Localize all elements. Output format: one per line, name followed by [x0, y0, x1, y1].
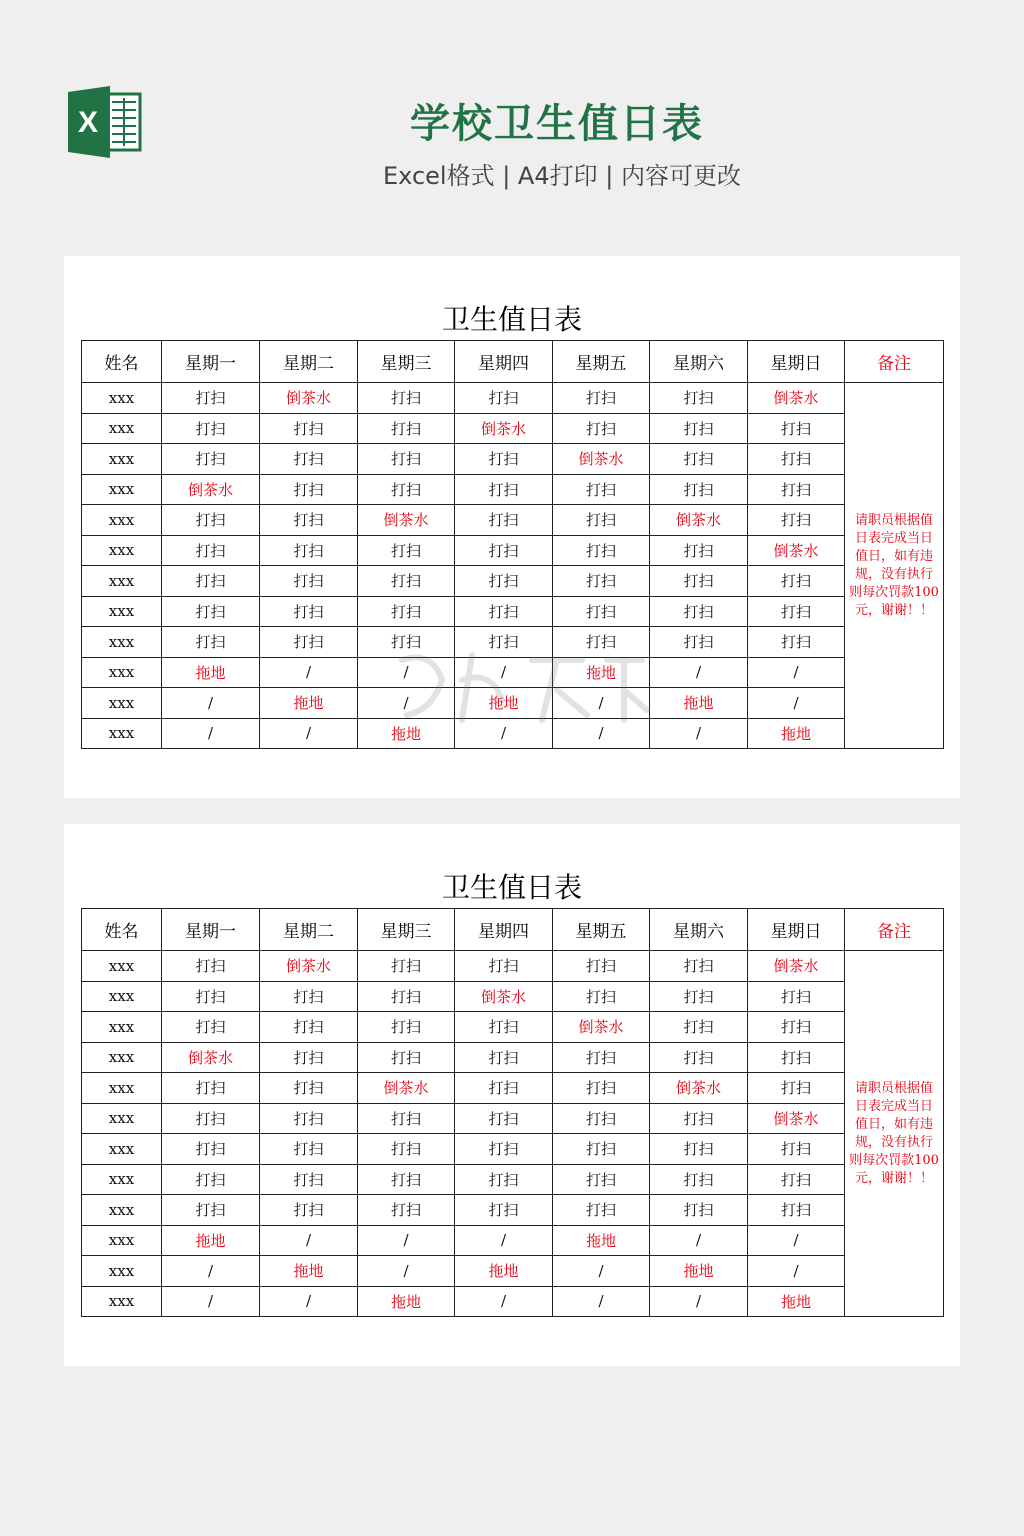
name-cell: xxx	[82, 657, 162, 688]
duty-cell: 打扫	[455, 1134, 553, 1165]
duty-cell: 打扫	[748, 1134, 845, 1165]
duty-cell: 打扫	[748, 566, 845, 597]
duty-cell: 打扫	[358, 1164, 455, 1195]
duty-cell: /	[162, 718, 260, 749]
name-cell: xxx	[82, 627, 162, 658]
duty-cell: 打扫	[260, 596, 358, 627]
duty-cell: 拖地	[455, 1256, 553, 1287]
duty-cell: 倒茶水	[260, 951, 358, 982]
duty-cell: 打扫	[260, 1103, 358, 1134]
duty-cell: 打扫	[553, 1134, 650, 1165]
name-cell: xxx	[82, 981, 162, 1012]
header-cell: 星期四	[455, 909, 553, 951]
duty-cell: 拖地	[260, 1256, 358, 1287]
duty-cell: 打扫	[553, 535, 650, 566]
duty-cell: 倒茶水	[553, 444, 650, 475]
duty-cell: 打扫	[162, 1164, 260, 1195]
duty-cell: 打扫	[162, 596, 260, 627]
duty-cell: 倒茶水	[358, 1073, 455, 1104]
table-row	[82, 1164, 944, 1195]
duty-cell: 倒茶水	[650, 505, 748, 536]
duty-cell: 打扫	[358, 444, 455, 475]
name-cell: xxx	[82, 535, 162, 566]
duty-cell: 打扫	[162, 1134, 260, 1165]
duty-sheet-2	[64, 824, 960, 1366]
duty-cell: 打扫	[650, 566, 748, 597]
duty-cell: /	[650, 657, 748, 688]
duty-cell: /	[650, 718, 748, 749]
duty-cell: /	[260, 657, 358, 688]
duty-cell: 打扫	[748, 981, 845, 1012]
duty-cell: /	[455, 718, 553, 749]
name-cell: xxx	[82, 383, 162, 414]
duty-cell: 打扫	[650, 444, 748, 475]
duty-cell: 拖地	[358, 718, 455, 749]
header-row	[82, 909, 944, 951]
duty-cell: 打扫	[553, 1195, 650, 1226]
name-cell: xxx	[82, 413, 162, 444]
duty-cell: 打扫	[650, 981, 748, 1012]
header-cell: 姓名	[82, 341, 162, 383]
duty-cell: 打扫	[455, 474, 553, 505]
duty-cell: 打扫	[553, 1073, 650, 1104]
name-cell: xxx	[82, 1195, 162, 1226]
duty-cell: 打扫	[650, 1164, 748, 1195]
name-cell: xxx	[82, 1225, 162, 1256]
duty-cell: 打扫	[455, 505, 553, 536]
duty-cell: 打扫	[455, 535, 553, 566]
duty-cell: 打扫	[553, 505, 650, 536]
table-row	[82, 981, 944, 1012]
duty-cell: /	[358, 688, 455, 719]
name-cell: xxx	[82, 444, 162, 475]
duty-cell: 打扫	[650, 1012, 748, 1043]
table-row	[82, 383, 944, 414]
table-row	[82, 1103, 944, 1134]
table-row	[82, 688, 944, 719]
table-row	[82, 505, 944, 536]
header-cell: 星期五	[553, 909, 650, 951]
duty-cell: 倒茶水	[455, 413, 553, 444]
duty-cell: 打扫	[358, 1134, 455, 1165]
duty-cell: 打扫	[650, 951, 748, 982]
logo-letter: X	[77, 106, 99, 139]
duty-cell: 打扫	[358, 566, 455, 597]
name-cell: xxx	[82, 718, 162, 749]
duty-cell: 打扫	[358, 627, 455, 658]
duty-cell: 打扫	[455, 566, 553, 597]
duty-cell: 打扫	[553, 596, 650, 627]
name-cell: xxx	[82, 1256, 162, 1287]
duty-cell: 打扫	[260, 474, 358, 505]
duty-cell: 打扫	[553, 981, 650, 1012]
table-row	[82, 1286, 944, 1317]
duty-cell: 打扫	[162, 627, 260, 658]
duty-cell: 拖地	[358, 1286, 455, 1317]
duty-cell: 打扫	[553, 383, 650, 414]
duty-table	[81, 908, 944, 1317]
duty-cell: 打扫	[553, 627, 650, 658]
header-cell: 星期三	[358, 341, 455, 383]
sheet-title: 卫生值日表	[441, 871, 582, 904]
duty-cell: /	[748, 1256, 845, 1287]
table-row	[82, 474, 944, 505]
name-cell: xxx	[82, 688, 162, 719]
duty-cell: 打扫	[260, 1164, 358, 1195]
name-cell: xxx	[82, 1103, 162, 1134]
duty-cell: /	[650, 1286, 748, 1317]
name-cell: xxx	[82, 566, 162, 597]
duty-cell: 倒茶水	[748, 383, 845, 414]
duty-cell: 倒茶水	[553, 1012, 650, 1043]
duty-cell: 打扫	[748, 1012, 845, 1043]
name-cell: xxx	[82, 1164, 162, 1195]
duty-cell: /	[455, 1225, 553, 1256]
header-cell: 星期日	[748, 341, 845, 383]
header-cell: 姓名	[82, 909, 162, 951]
duty-cell: 打扫	[260, 505, 358, 536]
duty-cell: 打扫	[260, 566, 358, 597]
table-row	[82, 1012, 944, 1043]
duty-cell: /	[162, 1256, 260, 1287]
duty-cell: 打扫	[455, 1042, 553, 1073]
table-row	[82, 413, 944, 444]
duty-cell: 打扫	[455, 627, 553, 658]
duty-cell: 打扫	[650, 1195, 748, 1226]
duty-cell: 打扫	[358, 1195, 455, 1226]
duty-cell: 倒茶水	[748, 951, 845, 982]
table-row	[82, 657, 944, 688]
name-cell: xxx	[82, 474, 162, 505]
name-cell: xxx	[82, 505, 162, 536]
duty-cell: 打扫	[260, 1042, 358, 1073]
duty-cell: 打扫	[748, 413, 845, 444]
duty-cell: 倒茶水	[748, 535, 845, 566]
duty-cell: 拖地	[162, 1225, 260, 1256]
duty-cell: 打扫	[553, 1042, 650, 1073]
duty-cell: 打扫	[650, 413, 748, 444]
name-cell: xxx	[82, 1286, 162, 1317]
duty-cell: 拖地	[260, 688, 358, 719]
duty-cell: 打扫	[455, 1073, 553, 1104]
header-cell: 星期四	[455, 341, 553, 383]
duty-cell: /	[748, 657, 845, 688]
duty-cell: 打扫	[650, 535, 748, 566]
duty-cell: /	[358, 657, 455, 688]
duty-cell: /	[260, 1286, 358, 1317]
duty-cell: 打扫	[455, 596, 553, 627]
duty-cell: 打扫	[358, 1103, 455, 1134]
name-cell: xxx	[82, 951, 162, 982]
duty-cell: 打扫	[650, 474, 748, 505]
duty-cell: 打扫	[455, 383, 553, 414]
duty-cell: /	[748, 1225, 845, 1256]
duty-cell: 打扫	[162, 951, 260, 982]
duty-cell: 打扫	[748, 596, 845, 627]
duty-cell: 打扫	[553, 951, 650, 982]
duty-cell: 打扫	[748, 444, 845, 475]
duty-cell: 倒茶水	[650, 1073, 748, 1104]
duty-cell: 打扫	[455, 444, 553, 475]
duty-cell: 倒茶水	[358, 505, 455, 536]
table-row	[82, 444, 944, 475]
header-cell: 星期六	[650, 341, 748, 383]
name-cell: xxx	[82, 596, 162, 627]
duty-cell: /	[162, 688, 260, 719]
note-cell: 请职员根据值日表完成当日值日，如有违规，没有执行则每次罚款100元，谢谢！！	[845, 383, 944, 749]
duty-sheet-1	[64, 256, 960, 798]
duty-cell: 打扫	[748, 1073, 845, 1104]
duty-cell: 打扫	[455, 1195, 553, 1226]
table-row	[82, 566, 944, 597]
header-note: 备注	[845, 909, 944, 951]
duty-cell: 打扫	[260, 627, 358, 658]
table-row	[82, 1073, 944, 1104]
duty-cell: /	[553, 718, 650, 749]
note-cell: 请职员根据值日表完成当日值日，如有违规，没有执行则每次罚款100元，谢谢！！	[845, 951, 944, 1317]
duty-cell: 打扫	[260, 444, 358, 475]
duty-cell: 倒茶水	[162, 1042, 260, 1073]
duty-cell: 打扫	[260, 981, 358, 1012]
duty-cell: 打扫	[358, 596, 455, 627]
duty-cell: 打扫	[455, 1012, 553, 1043]
table-row	[82, 1195, 944, 1226]
duty-cell: 打扫	[358, 1042, 455, 1073]
duty-cell: 拖地	[748, 1286, 845, 1317]
table-row	[82, 1225, 944, 1256]
header-cell: 星期一	[162, 909, 260, 951]
table-row	[82, 1256, 944, 1287]
duty-cell: 打扫	[650, 1042, 748, 1073]
name-cell: xxx	[82, 1042, 162, 1073]
duty-cell: 打扫	[358, 474, 455, 505]
header-cell: 星期日	[748, 909, 845, 951]
duty-cell: 倒茶水	[162, 474, 260, 505]
page-subtitle: Excel格式 | A4打印 | 内容可更改	[383, 162, 741, 190]
duty-cell: 打扫	[260, 1012, 358, 1043]
duty-cell: 打扫	[748, 627, 845, 658]
sheet-title: 卫生值日表	[441, 303, 582, 336]
duty-cell: 拖地	[162, 657, 260, 688]
duty-cell: /	[358, 1256, 455, 1287]
duty-cell: /	[260, 718, 358, 749]
duty-cell: 打扫	[162, 383, 260, 414]
duty-cell: 打扫	[162, 535, 260, 566]
duty-cell: 打扫	[162, 1073, 260, 1104]
duty-cell: 打扫	[162, 1195, 260, 1226]
duty-cell: /	[650, 1225, 748, 1256]
duty-cell: /	[553, 1256, 650, 1287]
duty-cell: 打扫	[553, 566, 650, 597]
duty-cell: 倒茶水	[260, 383, 358, 414]
duty-cell: 打扫	[358, 1012, 455, 1043]
duty-cell: /	[455, 657, 553, 688]
duty-cell: 拖地	[650, 688, 748, 719]
duty-table	[81, 340, 944, 749]
duty-cell: /	[553, 688, 650, 719]
duty-cell: 打扫	[748, 1195, 845, 1226]
duty-cell: 打扫	[260, 535, 358, 566]
name-cell: xxx	[82, 1012, 162, 1043]
duty-cell: 打扫	[553, 413, 650, 444]
duty-cell: 打扫	[162, 1103, 260, 1134]
duty-cell: 打扫	[748, 474, 845, 505]
duty-cell: 倒茶水	[455, 981, 553, 1012]
duty-cell: 打扫	[358, 413, 455, 444]
duty-cell: 打扫	[650, 1134, 748, 1165]
duty-cell: /	[553, 1286, 650, 1317]
header-note: 备注	[845, 341, 944, 383]
duty-cell: 拖地	[650, 1256, 748, 1287]
header-cell: 星期二	[260, 909, 358, 951]
duty-cell: 打扫	[553, 1164, 650, 1195]
duty-cell: 打扫	[260, 1134, 358, 1165]
duty-cell: 打扫	[162, 413, 260, 444]
duty-cell: 打扫	[358, 535, 455, 566]
duty-cell: 打扫	[162, 981, 260, 1012]
duty-cell: 打扫	[748, 505, 845, 536]
duty-cell: 打扫	[553, 474, 650, 505]
duty-cell: /	[358, 1225, 455, 1256]
duty-cell: /	[162, 1286, 260, 1317]
header-cell: 星期一	[162, 341, 260, 383]
table-row	[82, 951, 944, 982]
duty-cell: /	[455, 1286, 553, 1317]
duty-cell: 拖地	[748, 718, 845, 749]
duty-cell: 打扫	[455, 1164, 553, 1195]
duty-cell: 打扫	[650, 596, 748, 627]
duty-cell: 拖地	[553, 1225, 650, 1256]
duty-cell: 打扫	[650, 627, 748, 658]
table-row	[82, 535, 944, 566]
duty-cell: 打扫	[455, 951, 553, 982]
header-cell: 星期二	[260, 341, 358, 383]
duty-cell: 打扫	[162, 505, 260, 536]
duty-cell: 打扫	[162, 444, 260, 475]
duty-cell: 打扫	[162, 566, 260, 597]
duty-cell: 拖地	[553, 657, 650, 688]
table-row	[82, 1134, 944, 1165]
name-cell: xxx	[82, 1134, 162, 1165]
duty-cell: 打扫	[260, 1073, 358, 1104]
page-title: 学校卫生值日表	[410, 101, 704, 147]
header-row	[82, 341, 944, 383]
duty-cell: 打扫	[455, 1103, 553, 1134]
duty-cell: 倒茶水	[748, 1103, 845, 1134]
header-cell: 星期六	[650, 909, 748, 951]
duty-cell: 打扫	[553, 1103, 650, 1134]
table-row	[82, 1042, 944, 1073]
duty-cell: 拖地	[455, 688, 553, 719]
duty-cell: 打扫	[260, 413, 358, 444]
duty-cell: 打扫	[358, 383, 455, 414]
duty-cell: 打扫	[162, 1012, 260, 1043]
duty-cell: /	[748, 688, 845, 719]
duty-cell: 打扫	[650, 1103, 748, 1134]
table-row	[82, 627, 944, 658]
duty-cell: /	[260, 1225, 358, 1256]
table-row	[82, 596, 944, 627]
duty-cell: 打扫	[650, 383, 748, 414]
header-cell: 星期五	[553, 341, 650, 383]
duty-cell: 打扫	[260, 1195, 358, 1226]
duty-cell: 打扫	[748, 1164, 845, 1195]
name-cell: xxx	[82, 1073, 162, 1104]
duty-cell: 打扫	[358, 981, 455, 1012]
header-cell: 星期三	[358, 909, 455, 951]
duty-cell: 打扫	[358, 951, 455, 982]
duty-cell: 打扫	[748, 1042, 845, 1073]
table-row	[82, 718, 944, 749]
